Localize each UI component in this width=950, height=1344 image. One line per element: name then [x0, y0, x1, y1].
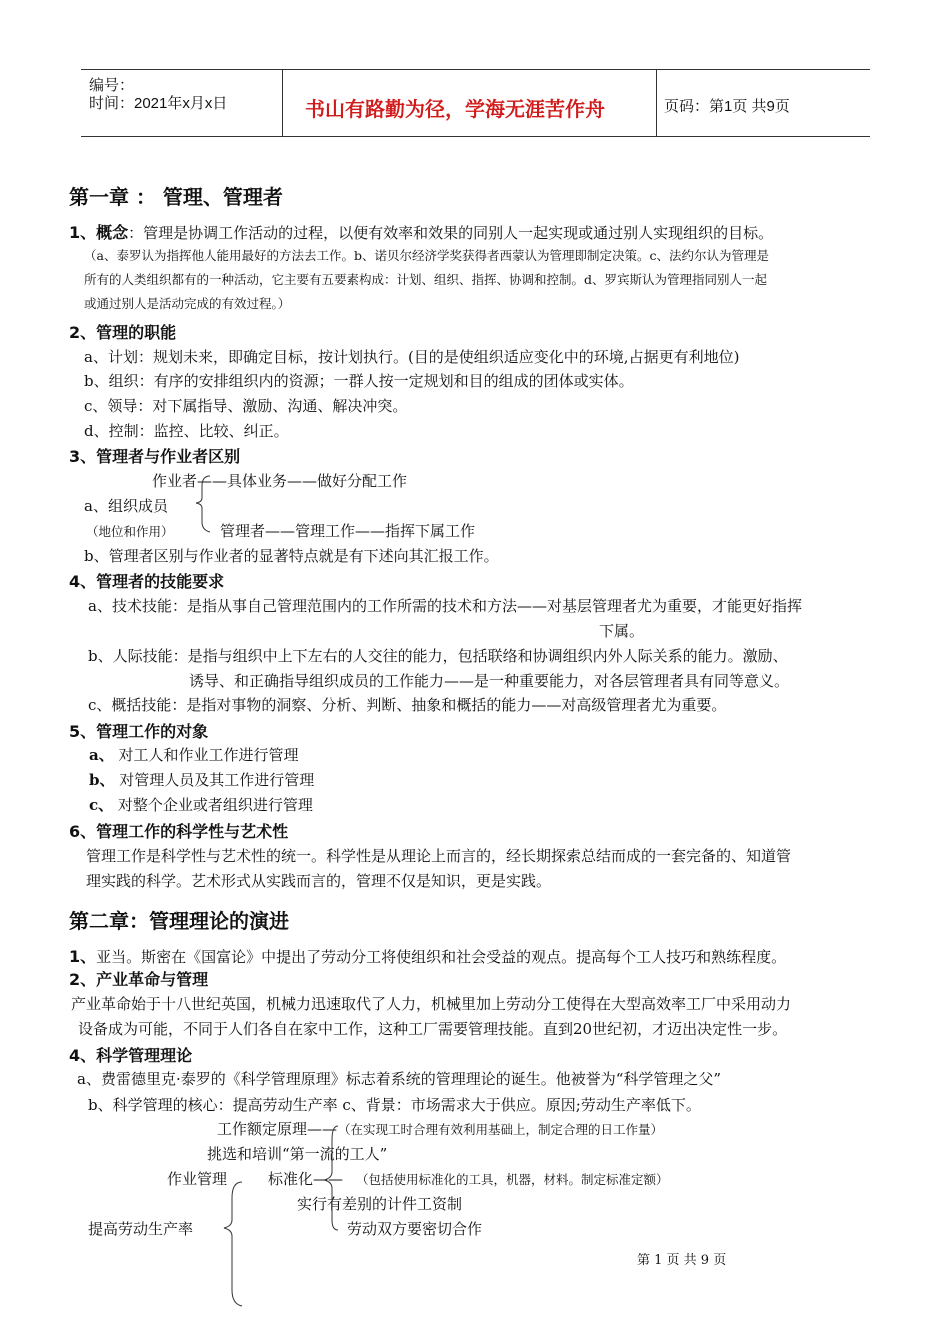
function-organize: b、组织：有序的安排组织内的资源；一群人按一定规划和目的组成的团体或实体。: [84, 372, 634, 390]
function-lead: c、领导：对下属指导、激励、沟通、解决冲突。: [84, 397, 408, 415]
industrial-revolution-line-1: 产业革命始于十八世纪英国，机械力迅速取代了人力，机械里加上劳动分工使得在大型高效率工厂中采用动力: [71, 995, 792, 1013]
section-2-1-heading: 1、: [69, 947, 97, 966]
header-table: [81, 69, 870, 137]
page-footer: 第 1 页 共 9 页: [637, 1253, 727, 1268]
section-2-2-heading: 2、产业革命与管理: [69, 970, 209, 989]
manager-line: 管理者——管理工作——指挥下属工作: [220, 522, 476, 540]
section-1-2-heading: 2、管理的职能: [69, 323, 177, 342]
skill-conceptual: c、概括技能：是指对事物的洞察、分析、判断、抽象和概括的能力——对高级管理者尤为重要。: [88, 696, 727, 714]
time-label: 时间：2021年x月x日: [89, 95, 228, 112]
taylor-principles: a、费雷德里克·泰罗的《科学管理原理》标志着系统的管理理论的诞生。他被誉为“科学管理之父”: [77, 1070, 722, 1088]
section-1-4-heading: 4、管理者的技能要求: [69, 572, 225, 591]
science-art-line-2: 理实践的科学。艺术形式从实践而言的，管理不仅是知识，更是实践。: [86, 872, 552, 890]
org-member-label: a、组织成员: [84, 497, 168, 515]
skill-human-line-1: b、人际技能：是指与组织中上下左右的人交往的能力，包括联络和协调组织内外人际关系的能力。激励、: [88, 647, 788, 665]
function-control: d、控制：监控、比较、纠正。: [84, 422, 289, 440]
object-item-b: [89, 769, 314, 790]
concept-note-line-1: （a、泰罗认为指挥他人能用最好的方法去工作。b、诺贝尔经济学奖获得者西蒙认为管理即制定决策。c、法约尔认为管理是: [84, 248, 769, 263]
list-marker: a、: [89, 746, 114, 764]
header-motto-cell: [282, 70, 657, 136]
skill-technical-line-2: 下属。: [599, 622, 645, 640]
tree-quota: 工作额定原理——: [217, 1120, 338, 1138]
scientific-management-core: b、科学管理的核心：提高劳动生产率 c、背景：市场需求大于供应。原因;劳动生产率低下。: [88, 1096, 701, 1114]
tree-select-workers: 挑选和培训“第一流的工人”: [207, 1145, 388, 1163]
page-code: 页码：第1页 共9页: [664, 98, 790, 115]
section-2-1: [69, 944, 786, 967]
tree-brace-icon: [312, 1124, 342, 1234]
left-brace-icon: [196, 474, 216, 534]
object-item-c: [89, 794, 313, 815]
list-item-text: 对整个企业或者组织进行管理: [117, 796, 313, 814]
list-marker: c、: [89, 796, 114, 814]
object-item-a: [89, 744, 299, 765]
skill-technical-line-1: a、技术技能：是指从事自己管理范围内的工作所需的技术和方法——对基层管理者尤为重要，才能更好指挥: [88, 597, 802, 615]
org-member-note: （地位和作用）: [86, 524, 174, 539]
section-2-1-text: 亚当。斯密在《国富论》中提出了劳动分工将使组织和社会受益的观点。提高每个工人技巧和熟练程度。: [96, 948, 787, 966]
section-1-1: [69, 220, 773, 243]
motto: 书山有路勤为径，学海无涯苦作舟: [305, 97, 605, 121]
list-marker: b、: [89, 771, 115, 789]
header-info-cell: [81, 70, 282, 136]
tree-standardization: 标准化——: [268, 1170, 344, 1188]
tree-piece-wage: 实行有差别的计件工资制: [297, 1195, 463, 1213]
list-item-text: 对管理人员及其工作进行管理: [119, 771, 315, 789]
science-art-line-1: 管理工作是科学性与艺术性的统一。科学性是从理论上而言的，经长期探索总结而成的一套完备的、知道管: [86, 847, 792, 865]
list-item-text: 对工人和作业工作进行管理: [118, 746, 299, 764]
tree-cooperation: 劳动双方要密切合作: [347, 1220, 483, 1238]
chapter-2-title: 第二章：管理理论的演进: [69, 909, 289, 933]
number-label: 编号：: [89, 77, 135, 94]
section-1-1-text: ：管理是协调工作活动的过程，以便有效率和效果的同别人一起实现或通过别人实现组织的目标。: [128, 224, 774, 242]
industrial-revolution-line-2: 设备成为可能，不同于人们各自在家中工作，这种工厂需要管理技能。直到20世纪初，才迈出决定性一步。: [78, 1020, 788, 1038]
concept-note-line-3: 或通过别人是活动完成的有效过程。）: [84, 296, 291, 311]
section-1-3-heading: 3、管理者与作业者区别: [69, 447, 241, 466]
tree-root: 提高劳动生产率: [88, 1220, 194, 1238]
header-page-cell: [656, 70, 870, 136]
section-1-6-heading: 6、管理工作的科学性与艺术性: [69, 822, 289, 841]
skill-human-line-2: 诱导、和正确指导组织成员的工作能力——是一种重要能力，对各层管理者具有同等意义。: [189, 672, 790, 690]
tree-quota-note: （在实现工时合理有效利用基础上，制定合理的日工作量）: [338, 1122, 664, 1137]
concept-note-line-2: 所有的人类组织都有的一种活动，它主要有五要素构成：计划、组织、指挥、协调和控制。d、罗宾斯认为管理指同别人一起: [84, 272, 768, 287]
manager-distinction: b、管理者区别与作业者的显著特点就是有下述向其汇报工作。: [84, 547, 499, 565]
chapter-1-title: 第一章 ： 管理、管理者: [69, 185, 283, 209]
root-brace-icon: [218, 1180, 248, 1310]
function-plan: a、计划：规划未来，即确定目标，按计划执行。(目的是使组织适应变化中的环境,占据更有利地位): [84, 348, 740, 366]
tree-standardization-note: （包括使用标准化的工具，机器，材料。制定标准定额）: [356, 1172, 669, 1187]
section-1-5-heading: 5、管理工作的对象: [69, 722, 209, 741]
section-2-4-heading: 4、科学管理理论: [69, 1046, 193, 1065]
section-1-1-heading: 1、概念: [69, 223, 129, 242]
tree-operation-management: 作业管理: [167, 1170, 228, 1188]
worker-line: 作业者——具体业务——做好分配工作: [152, 472, 408, 490]
